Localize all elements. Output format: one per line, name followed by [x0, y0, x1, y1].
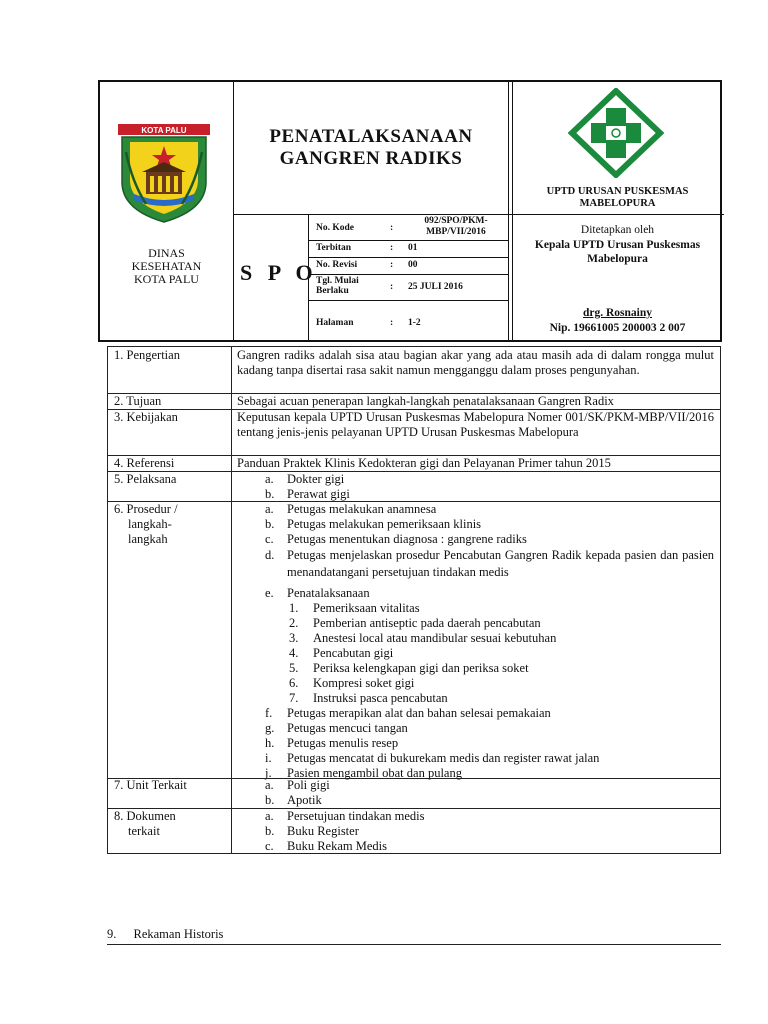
label-line: langkah- — [128, 517, 172, 531]
svg-text:KOTA PALU: KOTA PALU — [141, 126, 187, 135]
header-divider — [512, 82, 513, 340]
row-label-pengertian: 1. Pengertian — [114, 348, 180, 362]
list-marker: b. — [265, 517, 275, 531]
row-label-tujuan: 2. Tujuan — [114, 394, 162, 408]
list-text: Petugas mencuci tangan — [287, 721, 408, 735]
list-text: Petugas menjelaskan prosedur Pencabutan Gangren Radik kepada pasien dan pasien menandatangani persetujuan tindakan medis — [287, 548, 714, 579]
row-label-pelaksana: 5. Pelaksana — [114, 472, 177, 486]
field-value: 01 — [408, 243, 418, 253]
list-marker: c. — [265, 532, 274, 546]
uptd-name — [513, 186, 722, 210]
list-text: Petugas melakukan pemeriksaan klinis — [287, 517, 482, 531]
list-text: Petugas menulis resep — [287, 736, 399, 750]
row-list-pelaksana — [231, 472, 720, 502]
puskesmas-logo — [568, 88, 664, 178]
header-divider — [233, 214, 512, 215]
list-item — [237, 547, 714, 581]
list-text: Anestesi local atau mandibular sesuai kebutuhan — [313, 631, 557, 645]
field-label: Halaman — [316, 318, 354, 328]
row-text-kebijakan: Keputusan kepala UPTD Urusan Puskesmas Mabelopura Nomer 001/SK/PKM-MBP/VII/2016 tentang jenis-jenis pelayanan UPTD Urusan Puskesmas Mabelopura — [237, 410, 714, 439]
field-value: 25 JULI 2016 — [408, 282, 463, 292]
list-item — [237, 839, 714, 854]
list-marker: 2. — [289, 616, 299, 630]
list-marker: e. — [265, 586, 274, 600]
list-item — [237, 532, 714, 547]
list-item — [237, 472, 714, 487]
list-item — [237, 793, 714, 808]
field-sep: : — [390, 282, 394, 292]
list-marker: a. — [265, 778, 274, 792]
list-marker: 7. — [289, 691, 299, 705]
list-marker: a. — [265, 502, 274, 516]
sub-list-item — [237, 601, 714, 616]
row-list-prosedur — [231, 502, 720, 781]
list-marker: a. — [265, 809, 274, 823]
list-marker: 1. — [289, 601, 299, 615]
field-label: Tgl. Mulai Berlaku — [316, 276, 359, 296]
list-item — [237, 517, 714, 532]
list-text: Penatalaksanaan — [287, 586, 370, 600]
list-text: Dokter gigi — [287, 472, 345, 486]
header-divider — [512, 214, 724, 215]
list-marker: 3. — [289, 631, 299, 645]
list-item — [237, 721, 714, 736]
list-item — [237, 751, 714, 766]
list-text: Kompresi soket gigi — [313, 676, 415, 690]
list-marker: b. — [265, 793, 275, 807]
footer-number: 9. — [107, 927, 117, 941]
org-line: DINAS — [148, 246, 185, 260]
field-value: 00 — [408, 260, 418, 270]
list-marker: c. — [265, 839, 274, 853]
row-label-dokumen — [108, 809, 231, 839]
list-text: Buku Rekam Medis — [287, 839, 387, 853]
field-divider — [308, 300, 508, 301]
row-text-referensi: Panduan Praktek Klinis Kedokteran gigi dan Pelayanan Primer tahun 2015 — [237, 456, 611, 470]
header-divider — [508, 82, 509, 340]
list-marker: 4. — [289, 646, 299, 660]
list-marker: g. — [265, 721, 275, 735]
list-marker: f. — [265, 706, 273, 720]
field-sep: : — [390, 260, 394, 270]
org-line: KOTA PALU — [134, 272, 199, 286]
field-sep: : — [390, 243, 394, 253]
list-marker: b. — [265, 487, 275, 501]
label-line: 8. Dokumen — [114, 809, 176, 823]
list-item — [237, 502, 714, 517]
sub-list-item — [237, 616, 714, 631]
row-list-unit — [231, 778, 720, 808]
list-item — [237, 586, 714, 601]
label-line: terkait — [128, 824, 160, 838]
row-text-pengertian: Gangren radiks adalah sisa atau bagian akar yang ada atau masih ada di dalam rongga mulut kadang tanpa disertai rasa sakit namun mengganggu dalam proses pengunyahan. — [237, 348, 714, 377]
footer-text: Rekaman Historis — [133, 927, 224, 941]
list-item — [237, 487, 714, 502]
field-divider — [308, 257, 508, 258]
sub-list-item — [237, 631, 714, 646]
signer-name: drg. Rosnainy — [582, 307, 653, 319]
field-value: 1-2 — [408, 318, 421, 328]
document-header — [98, 80, 722, 342]
row-label-referensi: 4. Referensi — [114, 456, 175, 470]
list-text: Instruksi pasca pencabutan — [313, 691, 448, 705]
list-marker: j. — [265, 766, 272, 780]
title-line: PENATALAKSANAAN — [269, 126, 473, 147]
label-line: 6. Prosedur / — [114, 502, 178, 516]
list-item — [237, 809, 714, 824]
row-label-kebijakan: 3. Kebijakan — [114, 410, 178, 424]
field-sep: : — [390, 318, 394, 328]
list-item — [237, 778, 714, 793]
uptd-line: UPTD URUSAN PUSKESMAS — [546, 186, 689, 197]
list-text: Pemeriksaan vitalitas — [313, 601, 420, 615]
procedure-table — [107, 346, 721, 854]
field-divider — [308, 274, 508, 275]
org-line: KESEHATAN — [131, 259, 202, 273]
list-text: Pencabutan gigi — [313, 646, 394, 660]
label-line: langkah — [128, 532, 168, 546]
list-marker: 5. — [289, 661, 299, 675]
sub-list-item — [237, 691, 714, 706]
list-marker: b. — [265, 824, 275, 838]
sub-list-item — [237, 661, 714, 676]
document-title — [234, 126, 508, 170]
list-text: Petugas mencatat di bukurekam medis dan register rawat jalan — [287, 751, 600, 765]
list-text: Perawat gigi — [287, 487, 350, 501]
field-label: Terbitan — [316, 243, 352, 253]
row-text-tujuan: Sebagai acuan penerapan langkah-langkah penatalaksanaan Gangren Radix — [237, 394, 614, 408]
list-text: Petugas menentukan diagnosa : gangrene radiks — [287, 532, 527, 546]
field-divider — [308, 240, 508, 241]
field-label: No. Revisi — [316, 260, 358, 270]
rekaman-historis — [107, 927, 721, 945]
list-text: Poli gigi — [287, 778, 330, 792]
list-text: Pasien mengambil obat dan pulang — [287, 766, 462, 780]
field-label: No. Kode — [316, 223, 354, 233]
list-marker: a. — [265, 472, 274, 486]
list-text: Pemberian antiseptic pada daerah pencabutan — [313, 616, 541, 630]
spo-label: S P O — [240, 260, 318, 285]
list-text: Buku Register — [287, 824, 359, 838]
uptd-line: MABELOPURA — [579, 198, 656, 209]
row-list-dokumen — [231, 809, 720, 854]
list-marker: h. — [265, 736, 275, 750]
list-item — [237, 736, 714, 751]
list-text: Persetujuan tindakan medis — [287, 809, 425, 823]
list-marker: 6. — [289, 676, 299, 690]
field-value: 092/SPO/PKM-MBP/VII/2016 — [424, 216, 488, 237]
kepala-title — [513, 238, 722, 266]
list-marker: i. — [265, 751, 272, 765]
list-item — [237, 706, 714, 721]
list-text: Apotik — [287, 793, 322, 807]
sub-list-item — [237, 646, 714, 661]
field-divider — [308, 214, 309, 340]
row-label-unit: 7. Unit Terkait — [114, 778, 187, 792]
list-text: Periksa kelengkapan gigi dan periksa soket — [313, 661, 529, 675]
kepala-line: Kepala UPTD Urusan Puskesmas — [534, 239, 701, 251]
list-text: Petugas melakukan anamnesa — [287, 502, 437, 516]
row-label-prosedur — [108, 502, 231, 547]
list-marker: d. — [265, 548, 275, 562]
list-item — [237, 824, 714, 839]
ditetapkan-label: Ditetapkan oleh — [580, 224, 655, 236]
list-text: Petugas merapikan alat dan bahan selesai pemakaian — [287, 706, 551, 720]
header-divider — [233, 82, 234, 340]
signer-nip: Nip. 19661005 200003 2 007 — [549, 322, 686, 334]
field-sep: : — [390, 223, 394, 233]
sub-list-item — [237, 676, 714, 691]
kota-palu-logo — [116, 122, 212, 224]
org-name-left — [100, 247, 233, 286]
kepala-line: Mabelopura — [587, 253, 648, 265]
title-line: GANGREN RADIKS — [279, 148, 463, 169]
